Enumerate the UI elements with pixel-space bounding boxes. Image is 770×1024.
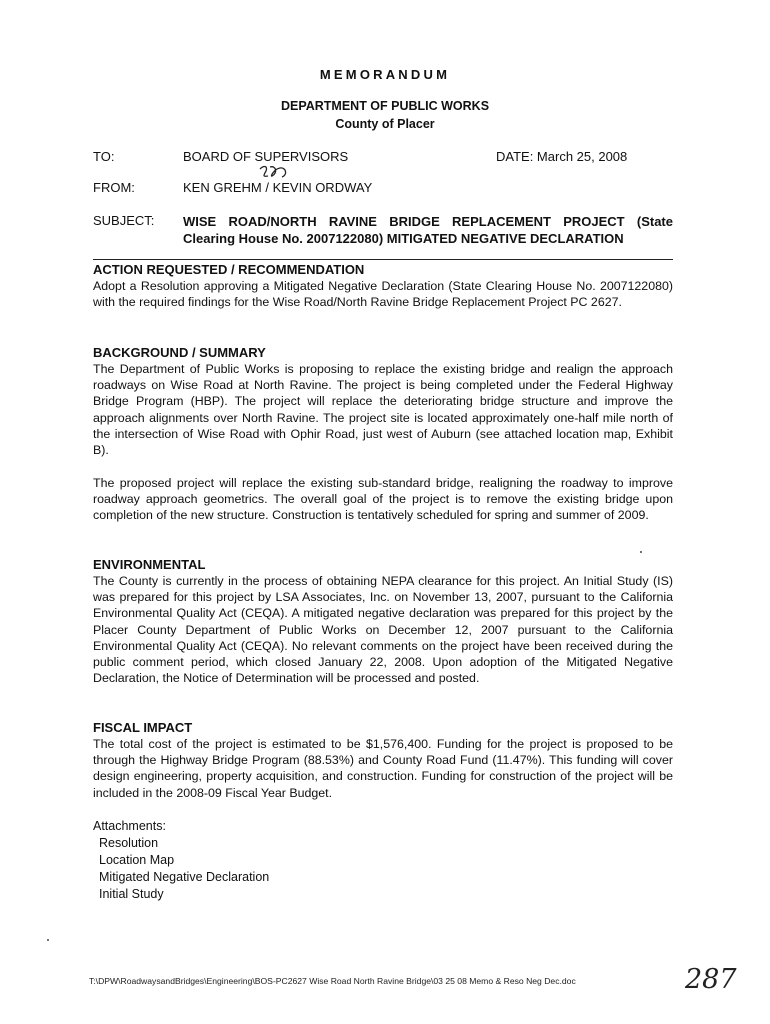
- divider-line: [93, 259, 673, 260]
- attachments-list: [93, 818, 269, 903]
- from-value: KEN GREHM / KEVIN ORDWAY: [183, 180, 373, 195]
- attachment-item: Mitigated Negative Declaration: [99, 870, 270, 884]
- to-value: BOARD OF SUPERVISORS: [183, 149, 349, 164]
- county-name: County of Placer: [335, 117, 435, 131]
- background-body-2: The proposed project will replace the existing sub-standard bridge, realigning the roadway to improve roadway approach geometrics. The overall goal of the project is to remove the existing bridge upon completion of the new structure. Construction is tentatively scheduled for spring and summer of 2009.: [93, 476, 673, 523]
- memo-date: DATE: March 25, 2008: [496, 149, 628, 164]
- page-number: 287: [685, 964, 737, 995]
- file-path-footer: T:\DPW\RoadwaysandBridges\Engineering\BOS-PC2627 Wise Road North Ravine Bridge\03 25 08 Memo & Reso Neg Dec.doc: [89, 976, 576, 986]
- environmental-body: The County is currently in the process of obtaining NEPA clearance for this project. An Initial Study (IS) was prepared for this project by LSA Associates, Inc. on November 13, 2007, pursuant to the California Environmental Quality Act (CEQA). A mitigated negative declaration was prepared for this project by the Placer County Department of Public Works on December 12, 2007 pursuant to the California Environmental Quality Act (CEQA). No relevant comments on the project have been received during the public comment period, which closed January 22, 2008. Upon adoption of the Mitigated Negative Declaration, the Notice of Determination will be processed and posted.: [93, 574, 673, 686]
- subject-value: WISE ROAD/NORTH RAVINE BRIDGE REPLACEMENT PROJECT (State Clearing House No. 2007122080) MITIGATED NEGATIVE DECLARATION: [183, 214, 673, 246]
- department-name: DEPARTMENT OF PUBLIC WORKS: [280, 99, 490, 113]
- to-label: TO:: [93, 149, 115, 164]
- fiscal-body: The total cost of the project is estimated to be $1,576,400. Funding for the project is proposed to be through the Highway Bridge Program (88.53%) and County Road Fund (11.47%). This funding will cover design engineering, property acquisition, and construction. Funding for construction of the project will be included in the 2008-09 Fiscal Year Budget.: [93, 737, 673, 800]
- background-heading: BACKGROUND / SUMMARY: [93, 345, 266, 360]
- fiscal-heading: FISCAL IMPACT: [93, 720, 193, 735]
- attachments-label: Attachments:: [93, 819, 166, 833]
- memo-title: MEMORANDUM: [319, 67, 451, 82]
- attachment-item: Location Map: [99, 853, 175, 867]
- environmental-heading: ENVIRONMENTAL: [93, 557, 206, 572]
- background-body-1: The Department of Public Works is proposing to replace the existing bridge and realign the approach roadways on Wise Road at North Ravine. The project is being completed under the Federal Highway Bridge Program (HBP). The project will replace the deteriorating bridge structure and improve the approach alignments over North Ravine. The project site is located approximately one-half mile north of the intersection of Wise Road with Ophir Road, just west of Auburn (see attached location map, Exhibit B).: [93, 362, 673, 458]
- subject-label: SUBJECT:: [93, 213, 155, 228]
- action-body: Adopt a Resolution approving a Mitigated Negative Declaration (State Clearing House No. 2007122080) with the required findings for the Wise Road/North Ravine Bridge Replacement Project PC 2627.: [93, 279, 673, 310]
- from-label: FROM:: [93, 180, 135, 195]
- scan-speck: [47, 939, 49, 941]
- attachment-item: Resolution: [99, 836, 159, 850]
- attachment-item: Initial Study: [99, 887, 164, 901]
- handwritten-initials-icon: [258, 163, 294, 181]
- scan-speck: [640, 551, 642, 553]
- action-heading: ACTION REQUESTED / RECOMMENDATION: [93, 262, 365, 277]
